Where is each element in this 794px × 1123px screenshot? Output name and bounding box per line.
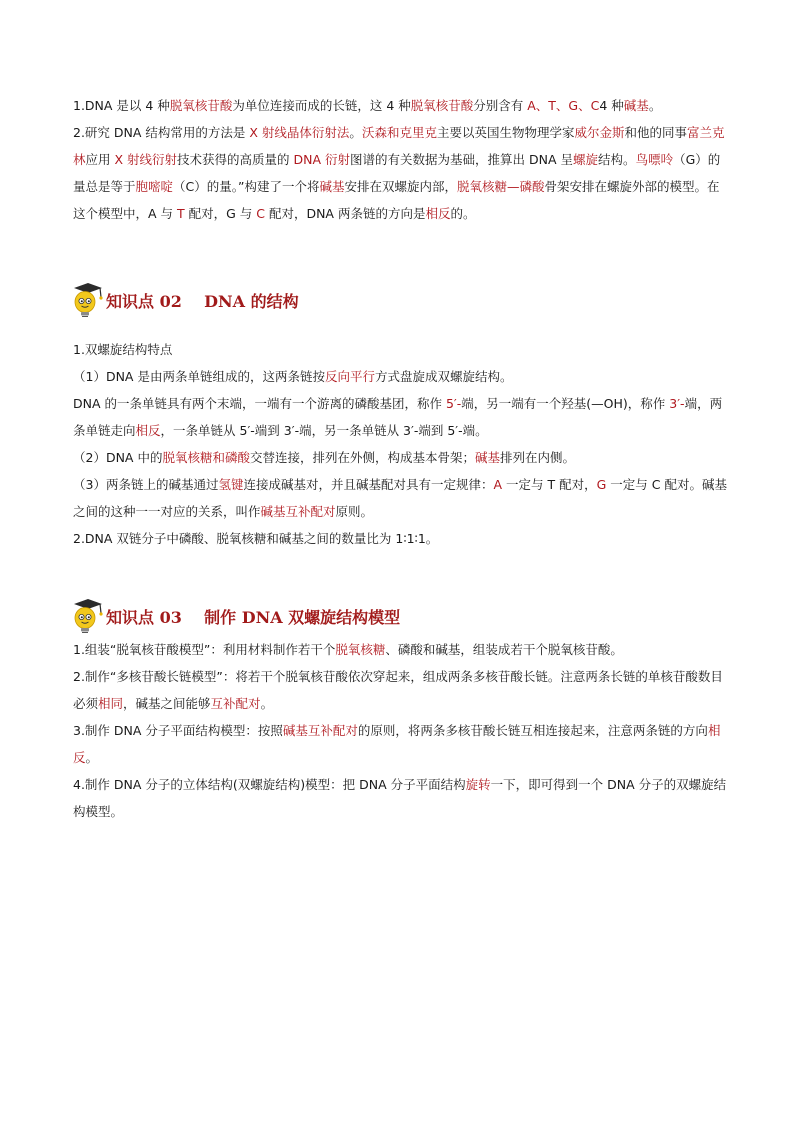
- paragraph-base-pairing: [73, 471, 728, 525]
- highlighted-term: 螺旋: [573, 152, 599, 167]
- text-run: 交替连接，排列在外侧，构成基本骨架；: [249, 450, 475, 465]
- text-run: （3）两条链上的碱基通过: [73, 477, 219, 492]
- text-run: DNA 的一条单链具有两个末端，一端有一个游离的磷酸基团，称作: [73, 396, 446, 411]
- text-run: 和他的同事: [624, 125, 687, 140]
- text-run: 2.制作“多核苷酸长链模型”：将若干个脱氧核苷酸依次穿起来，组成两条多核苷酸长链。注意两条长链的单核苷酸数目必须: [73, 669, 723, 711]
- highlighted-term: C: [256, 206, 265, 221]
- highlighted-term: 碱基: [475, 450, 501, 465]
- text-run: 分别含有: [473, 98, 528, 113]
- highlighted-term: 脱氧核苷酸: [169, 98, 233, 113]
- text-run: 2.DNA 双链分子中磷酸、脱氧核糖和碱基之间的数量比为 1∶1∶1。: [73, 531, 439, 546]
- highlighted-term: 鸟嘌呤: [635, 152, 674, 167]
- highlighted-term: 相反: [425, 206, 451, 221]
- text-run: 4 种: [599, 98, 624, 113]
- highlighted-term: 脱氧核糖和磷酸: [162, 450, 250, 465]
- text-run: （2）DNA 中的: [73, 450, 163, 465]
- paragraph-ratio: [73, 525, 728, 552]
- paragraph-antiparallel: [73, 363, 728, 390]
- section-heading-03: [68, 596, 400, 636]
- text-run: 技术获得的高质量的: [177, 152, 294, 167]
- text-run: 1.双螺旋结构特点: [73, 342, 173, 357]
- highlighted-term: X 射线晶体衍射法: [249, 125, 350, 140]
- scholar-bulb-icon: [68, 281, 104, 319]
- text-run: 端，两条单链走向: [73, 396, 723, 438]
- highlighted-term: 碱基: [623, 98, 649, 113]
- text-run: 骨架安排在螺旋外部的模型。在这个模型中，A 与: [73, 179, 720, 221]
- text-run: 1.组装“脱氧核苷酸模型”：利用材料制作若干个: [73, 642, 336, 657]
- text-run: 方式盘旋成双螺旋结构。: [374, 369, 513, 384]
- paragraph-double-helix-title: [73, 336, 728, 363]
- text-run: 配对，DNA 两条链的方向是: [264, 206, 426, 221]
- text-run: 原则。: [335, 504, 374, 519]
- section-title-03: 知识点 03 制作 DNA 双螺旋结构模型: [106, 607, 401, 627]
- text-run: 应用: [85, 152, 115, 167]
- section-heading-02: [68, 280, 299, 320]
- text-run: 端，另一端有一个羟基(—OH)，称作: [461, 396, 670, 411]
- highlighted-term: G: [596, 477, 607, 492]
- highlighted-term: A、T、G、C: [527, 98, 600, 113]
- text-run: 的。: [450, 206, 476, 221]
- text-run: ，一条单链从 5′-端到 3′-端，另一条单链从 3′-端到 5′-端。: [160, 423, 488, 438]
- highlighted-term: 旋转: [465, 777, 491, 792]
- text-run: 主要以英国生物物理学家: [436, 125, 575, 140]
- text-run: 的原则，将两条多核苷酸长链互相连接起来，注意两条链的方向: [357, 723, 708, 738]
- text-run: 一定与 T 配对，: [502, 477, 597, 492]
- highlighted-term: 脱氧核糖—磷酸: [457, 179, 545, 194]
- text-run: 为单位连接而成的长链，这 4 种: [232, 98, 411, 113]
- text-run: 图谱的有关数据为基础，推算出 DNA 呈: [350, 152, 574, 167]
- paragraph-dna-units: [73, 92, 728, 119]
- paragraph-chain-model: [73, 663, 728, 717]
- highlighted-term: 3′-: [669, 396, 685, 411]
- text-run: 。: [648, 98, 662, 113]
- text-run: 。: [85, 750, 99, 765]
- highlighted-term: X 射线衍射: [114, 152, 178, 167]
- highlighted-term: 氢键: [218, 477, 244, 492]
- section-title-02: 知识点 02 DNA 的结构: [106, 291, 299, 311]
- text-run: 2.研究 DNA 结构常用的方法是: [73, 125, 250, 140]
- paragraph-nucleotide-model: [73, 636, 728, 663]
- highlighted-term: 富兰克林: [73, 125, 725, 167]
- highlighted-term: DNA 衍射: [293, 152, 351, 167]
- text-run: 安排在双螺旋内部，: [344, 179, 458, 194]
- paragraph-planar-model: [73, 717, 728, 771]
- paragraph-backbone: [73, 444, 728, 471]
- highlighted-term: 沃森和克里克: [361, 125, 437, 140]
- text-run: （1）DNA 是由两条单链组成的，这两条链按: [73, 369, 325, 384]
- text-run: ，碱基之间能够: [123, 696, 211, 711]
- paragraph-research-method: [73, 119, 728, 227]
- highlighted-term: 脱氧核苷酸: [410, 98, 474, 113]
- highlighted-term: 胞嘧啶: [135, 179, 174, 194]
- text-run: 排列在内侧。: [500, 450, 576, 465]
- text-run: 配对，G 与: [184, 206, 257, 221]
- text-run: 结构。: [598, 152, 636, 167]
- text-run: 、磷酸和碱基，组装成若干个脱氧核苷酸。: [385, 642, 623, 657]
- scholar-bulb-icon: [68, 597, 104, 635]
- highlighted-term: 碱基互补配对: [282, 723, 358, 738]
- highlighted-term: A: [493, 477, 503, 492]
- highlighted-term: T: [177, 206, 185, 221]
- paragraph-strand-ends: [73, 390, 728, 444]
- text-run: 。: [349, 125, 362, 140]
- text-run: 连接成碱基对，并且碱基配对具有一定规律：: [243, 477, 494, 492]
- highlighted-term: 相同: [98, 696, 124, 711]
- text-run: 3.制作 DNA 分子平面结构模型：按照: [73, 723, 283, 738]
- text-run: 1.DNA 是以 4 种: [73, 98, 170, 113]
- text-run: 。: [260, 696, 274, 711]
- highlighted-term: 相反: [73, 723, 721, 765]
- text-run: 一定与 C 配对。碱基之间的这种一一对应的关系，叫作: [73, 477, 727, 519]
- highlighted-term: 相反: [135, 423, 161, 438]
- text-run: （C）的量。”构建了一个将: [173, 179, 320, 194]
- text-run: 一下，即可得到一个 DNA 分子的双螺旋结构模型。: [73, 777, 727, 819]
- highlighted-term: 威尔金斯: [574, 125, 625, 140]
- highlighted-term: 碱基互补配对: [260, 504, 336, 519]
- text-run: （G）的量总是等于: [73, 152, 721, 194]
- highlighted-term: 5′-: [445, 396, 462, 411]
- highlighted-term: 脱氧核糖: [335, 642, 386, 657]
- paragraph-3d-model: [73, 771, 728, 825]
- highlighted-term: 反向平行: [324, 369, 375, 384]
- text-run: 4.制作 DNA 分子的立体结构(双螺旋结构)模型：把 DNA 分子平面结构: [73, 777, 466, 792]
- highlighted-term: 碱基: [319, 179, 345, 194]
- highlighted-term: 互补配对: [210, 696, 261, 711]
